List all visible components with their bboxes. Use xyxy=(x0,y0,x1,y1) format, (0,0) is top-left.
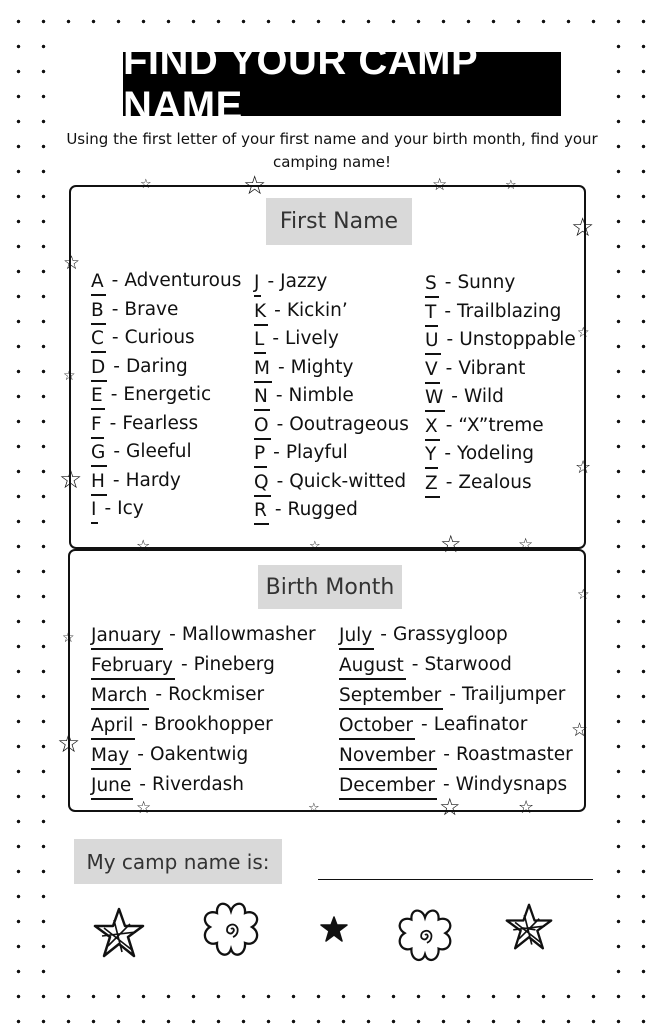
letter-row xyxy=(425,358,576,387)
letter-row xyxy=(91,470,241,499)
flower-icon xyxy=(198,899,264,963)
separator-dash: - xyxy=(139,774,146,795)
letter-row xyxy=(91,498,241,527)
letter-row xyxy=(254,300,409,329)
letter-key: I xyxy=(91,498,98,524)
month-name: Starwood xyxy=(424,654,512,675)
month-row xyxy=(91,684,316,714)
separator-dash: - xyxy=(275,385,283,406)
month-key: October xyxy=(339,714,415,740)
letter-key: R xyxy=(254,499,269,525)
flower-icon xyxy=(393,905,457,969)
star-icon: ☆ xyxy=(571,213,595,243)
camp-name-write-line[interactable] xyxy=(318,879,593,880)
letter-key: U xyxy=(425,329,441,355)
star-icon: ☆ xyxy=(439,793,461,821)
separator-dash: - xyxy=(111,298,119,320)
letter-key: Z xyxy=(425,472,440,498)
month-name: Brookhopper xyxy=(153,714,273,735)
letter-name: Jazzy xyxy=(280,271,328,292)
separator-dash: - xyxy=(421,714,428,735)
letter-key: Q xyxy=(254,471,271,497)
month-row xyxy=(91,624,316,654)
letter-row xyxy=(425,386,576,415)
letter-row xyxy=(254,499,409,528)
star-icon: ☆ xyxy=(440,530,462,558)
month-name: Rockmiser xyxy=(168,684,265,705)
separator-dash: - xyxy=(180,654,188,675)
month-key: June xyxy=(91,774,133,800)
letter-name: Lively xyxy=(285,328,339,349)
month-name: Trailjumper xyxy=(461,684,566,705)
letter-name: Rugged xyxy=(287,499,358,520)
separator-dash: - xyxy=(446,329,454,350)
month-name: Riverdash xyxy=(151,774,245,795)
letter-key: F xyxy=(91,413,104,439)
letter-key: C xyxy=(91,327,106,353)
month-name: Oakentwig xyxy=(149,744,249,765)
separator-dash: - xyxy=(113,441,121,462)
separator-dash: - xyxy=(273,442,280,463)
letter-key: O xyxy=(254,414,271,440)
first-name-column-2 xyxy=(254,271,409,528)
separator-dash: - xyxy=(451,386,458,407)
letter-row xyxy=(425,472,576,501)
letter-row xyxy=(91,441,241,470)
page-title: FIND YOUR CAMP NAME xyxy=(123,52,561,116)
month-row xyxy=(91,744,316,774)
star-icon: ☆ xyxy=(518,535,534,555)
letter-key: G xyxy=(91,441,107,467)
letter-key: Y xyxy=(425,443,438,469)
month-key: August xyxy=(339,654,406,680)
month-key: January xyxy=(91,624,163,650)
star-icon: ☆ xyxy=(577,587,590,603)
separator-dash: - xyxy=(113,355,120,377)
separator-dash: - xyxy=(443,744,450,765)
month-key: July xyxy=(339,624,374,650)
separator-dash: - xyxy=(442,774,450,795)
letter-key: D xyxy=(91,356,107,382)
month-name: Roastmaster xyxy=(455,744,573,765)
separator-dash: - xyxy=(444,272,452,293)
letter-row xyxy=(91,413,241,442)
small-star-icon xyxy=(320,916,348,942)
month-row xyxy=(339,684,573,714)
month-key: February xyxy=(91,654,175,680)
separator-dash: - xyxy=(110,384,118,405)
letter-row xyxy=(254,357,409,386)
star-icon: ☆ xyxy=(136,536,151,555)
separator-dash: - xyxy=(277,356,285,378)
letter-row xyxy=(91,384,241,413)
letter-row xyxy=(254,385,409,414)
letter-name: Zealous xyxy=(458,471,532,493)
star-icon: ☆ xyxy=(136,798,152,818)
star-icon: ☆ xyxy=(59,465,83,495)
separator-dash: - xyxy=(445,357,453,379)
month-name: Grassygloop xyxy=(392,624,508,645)
separator-dash: - xyxy=(449,684,456,705)
separator-dash: - xyxy=(411,654,419,675)
letter-row xyxy=(254,414,409,443)
letter-name: Mighty xyxy=(290,356,354,378)
separator-dash: - xyxy=(274,499,282,520)
letter-row xyxy=(254,271,409,300)
star-icon: ☆ xyxy=(308,801,320,816)
separator-dash: - xyxy=(444,300,451,322)
month-key: April xyxy=(91,714,135,740)
letter-key: V xyxy=(425,358,440,384)
star-icon: ☆ xyxy=(63,252,81,274)
letter-name: Energetic xyxy=(123,384,212,405)
letter-row xyxy=(254,328,409,357)
letter-name: Fearless xyxy=(122,412,199,434)
first-name-column-1 xyxy=(91,270,241,527)
letter-row xyxy=(91,327,241,356)
letter-name: “X”treme xyxy=(458,414,544,436)
month-name: Mallowmasher xyxy=(181,624,316,645)
letter-name: Curious xyxy=(124,327,195,348)
separator-dash: - xyxy=(111,270,119,291)
month-name: Leafinator xyxy=(433,714,528,735)
letter-key: S xyxy=(425,272,439,298)
letter-key: E xyxy=(91,384,105,410)
letter-key: L xyxy=(254,328,266,354)
star-icon: ☆ xyxy=(63,368,76,384)
letter-name: Quick-witted xyxy=(289,470,407,492)
month-key: March xyxy=(91,684,149,710)
separator-dash: - xyxy=(137,744,144,765)
star-icon: ☆ xyxy=(62,630,75,646)
letter-key: H xyxy=(91,470,107,496)
separator-dash: - xyxy=(112,469,120,491)
separator-dash: - xyxy=(111,327,119,348)
letter-name: Nimble xyxy=(288,385,354,406)
letter-row xyxy=(254,442,409,471)
letter-name: Playful xyxy=(285,442,348,463)
letter-name: Brave xyxy=(124,298,179,320)
letter-name: Vibrant xyxy=(458,357,526,379)
letter-name: Ooutrageous xyxy=(289,413,409,435)
month-row xyxy=(91,774,316,804)
letter-name: Icy xyxy=(117,498,144,519)
separator-dash: - xyxy=(141,714,148,735)
separator-dash: - xyxy=(109,412,117,434)
letter-key: X xyxy=(425,415,440,441)
month-key: September xyxy=(339,684,443,710)
letter-name: Sunny xyxy=(457,272,516,293)
star-icon: ☆ xyxy=(577,325,590,341)
month-row xyxy=(91,714,316,744)
letter-row xyxy=(91,299,241,328)
separator-dash: - xyxy=(276,413,284,435)
month-row xyxy=(339,624,573,654)
letter-name: Trailblazing xyxy=(457,300,562,322)
separator-dash: - xyxy=(444,443,451,464)
letter-name: Wild xyxy=(463,386,504,407)
birth-month-column-2 xyxy=(339,624,573,804)
month-row xyxy=(339,744,573,774)
star-icon: ☆ xyxy=(57,729,81,759)
letter-row xyxy=(425,415,576,444)
separator-dash: - xyxy=(169,624,176,645)
star-icon: ☆ xyxy=(243,171,267,201)
month-row xyxy=(339,654,573,684)
separator-dash: - xyxy=(272,328,279,349)
letter-key: A xyxy=(91,270,106,296)
separator-dash: - xyxy=(380,624,387,645)
separator-dash: - xyxy=(276,470,284,492)
letter-name: Gleeful xyxy=(126,441,192,462)
letter-key: B xyxy=(91,299,106,325)
star-icon: ☆ xyxy=(575,457,592,478)
month-row xyxy=(91,654,316,684)
letter-row xyxy=(425,272,576,301)
separator-dash: - xyxy=(274,299,281,321)
month-name: Windysnaps xyxy=(455,774,568,795)
letter-key: N xyxy=(254,385,270,411)
first-name-column-3 xyxy=(425,272,576,500)
letter-row xyxy=(425,329,576,358)
letter-name: Hardy xyxy=(125,469,181,491)
star-icon: ☆ xyxy=(432,175,448,195)
first-name-heading: First Name xyxy=(266,198,412,245)
star-icon: ☆ xyxy=(140,177,152,192)
star-icon xyxy=(503,902,555,952)
month-key: December xyxy=(339,774,437,800)
letter-key: P xyxy=(254,442,267,468)
letter-name: Unstoppable xyxy=(459,329,576,350)
star-icon: ☆ xyxy=(309,539,321,554)
letter-row xyxy=(254,471,409,500)
letter-name: Adventurous xyxy=(124,270,242,291)
letter-key: J xyxy=(254,271,261,297)
letter-name: Daring xyxy=(125,355,188,377)
letter-row xyxy=(425,301,576,330)
letter-name: Kickin’ xyxy=(286,299,348,321)
separator-dash: - xyxy=(267,271,275,292)
birth-month-heading: Birth Month xyxy=(258,565,402,609)
letter-key: W xyxy=(425,386,445,412)
letter-name: Yodeling xyxy=(457,443,535,464)
letter-row xyxy=(425,443,576,472)
star-icon: ☆ xyxy=(518,797,535,818)
separator-dash: - xyxy=(445,414,453,436)
letter-key: M xyxy=(254,357,272,383)
letter-key: K xyxy=(254,300,268,326)
my-camp-name-label: My camp name is: xyxy=(74,839,282,884)
month-key: November xyxy=(339,744,437,770)
separator-dash: - xyxy=(104,498,112,519)
month-key: May xyxy=(91,744,131,770)
star-icon: ☆ xyxy=(505,178,517,193)
month-name: Pineberg xyxy=(193,654,275,675)
star-icon xyxy=(92,906,146,960)
separator-dash: - xyxy=(445,471,453,493)
letter-row xyxy=(91,270,241,299)
month-row xyxy=(339,714,573,744)
separator-dash: - xyxy=(155,684,163,705)
instructions-text: Using the first letter of your first name and your birth month, find your camping name! xyxy=(66,130,598,171)
letter-row xyxy=(91,356,241,385)
letter-key: T xyxy=(425,301,438,327)
star-icon: ☆ xyxy=(571,719,589,741)
birth-month-column-1 xyxy=(91,624,316,804)
